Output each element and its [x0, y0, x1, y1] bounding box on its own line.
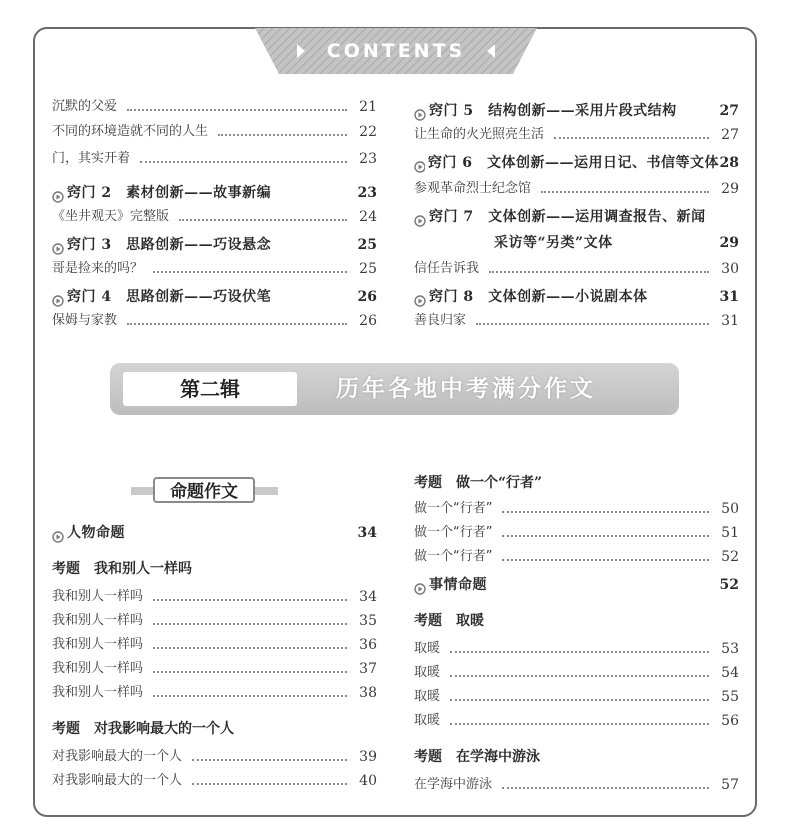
dot-leader [502, 511, 709, 513]
topic-heading: 考题 取暖 [414, 613, 484, 629]
toc-entry [414, 176, 739, 198]
page-number: 23 [357, 185, 377, 201]
dot-leader [192, 759, 347, 761]
topic-heading: 考题 我和别人一样吗 [52, 561, 192, 577]
entry-title: 窍门 5 结构创新——采用片段式结构 [429, 103, 677, 119]
entry-title: 让生命的火光照亮生活 [414, 127, 545, 142]
toc-heading [414, 150, 739, 172]
page-number: 36 [359, 637, 377, 653]
page-number: 37 [359, 661, 377, 677]
section-tab: 第二辑 [123, 372, 297, 406]
toc-heading [414, 572, 739, 594]
page-number: 57 [721, 777, 739, 793]
toc-entry [52, 768, 377, 790]
toc-entry [52, 94, 377, 116]
entry-title: 窍门 2 素材创新——故事新编 [67, 185, 272, 201]
entry-title: 在学海中游泳 [414, 777, 493, 792]
entry-title: 做一个“行者” [414, 525, 493, 540]
entry-title: 保姆与家教 [52, 313, 118, 328]
page-number: 30 [721, 261, 739, 277]
dot-leader [192, 783, 347, 785]
page-number: 27 [719, 103, 739, 119]
page-number: 52 [721, 549, 739, 565]
entry-title: 窍门 3 思路创新——巧设悬念 [67, 237, 272, 253]
page-number: 35 [359, 613, 377, 629]
page-number: 23 [359, 151, 377, 167]
contents-title: CONTENTS [326, 40, 466, 62]
toc-entry [52, 119, 377, 141]
entry-title: 我和别人一样吗 [52, 637, 144, 652]
dot-leader [153, 271, 347, 273]
page-number: 28 [719, 155, 739, 171]
toc-heading [52, 180, 377, 202]
entry-title: 信任告诉我 [414, 261, 480, 276]
dot-leader [450, 723, 709, 725]
topic-heading: 考题 对我影响最大的一个人 [52, 721, 234, 737]
dot-leader [502, 559, 709, 561]
toc-heading [52, 520, 377, 542]
dot-leader [179, 219, 347, 221]
dot-leader [541, 191, 709, 193]
toc-entry [414, 772, 739, 794]
page-number: 31 [719, 289, 739, 305]
toc2-column-left [52, 520, 377, 790]
toc-entry [52, 146, 377, 168]
entry-title: 沉默的父爱 [52, 99, 118, 114]
toc-entry [414, 256, 739, 278]
toc-entry [52, 680, 377, 702]
arrow-bullet-icon [414, 161, 425, 173]
page-number: 29 [719, 235, 739, 251]
arrow-bullet-icon [414, 583, 426, 595]
dot-leader [489, 271, 709, 273]
dot-leader [450, 675, 709, 677]
toc-entry [52, 308, 377, 330]
entry-title: 取暖 [414, 665, 441, 680]
entry-title: 取暖 [414, 713, 441, 728]
entry-title: 取暖 [414, 641, 441, 656]
page-number: 25 [359, 261, 377, 277]
category-label-text: 命题作文 [153, 477, 255, 503]
toc-entry [52, 584, 377, 606]
toc-entry [414, 122, 739, 144]
entry-title: 窍门 7 文体创新——运用调查报告、新闻 [429, 209, 706, 225]
dot-leader [218, 134, 347, 136]
dot-leader [127, 109, 347, 111]
entry-title: 我和别人一样吗 [52, 685, 144, 700]
page-number: 38 [359, 685, 377, 701]
entry-title: 窍门 6 文体创新——运用日记、书信等文体 [427, 155, 720, 171]
dot-leader [450, 699, 709, 701]
entry-title: 哥是捡来的吗？ [52, 261, 144, 276]
category-label [131, 477, 278, 503]
dot-leader [554, 137, 709, 139]
toc-entry [52, 632, 377, 654]
section-banner [110, 363, 679, 415]
toc-entry [414, 636, 739, 658]
entry-title: 做一个“行者” [414, 501, 493, 516]
entry-title: 我和别人一样吗 [52, 589, 144, 604]
dot-leader [502, 787, 709, 789]
dot-leader [476, 323, 709, 325]
dot-leader [502, 535, 709, 537]
page-number: 31 [721, 313, 739, 329]
section-title: 历年各地中考满分作文 [336, 375, 596, 402]
toc-heading [414, 204, 739, 226]
toc-entry [52, 204, 377, 226]
dot-leader [153, 647, 347, 649]
toc-heading [52, 284, 377, 306]
topic-heading: 考题 在学海中游泳 [414, 749, 540, 765]
toc-entry [52, 608, 377, 630]
entry-title: 善良归家 [414, 313, 467, 328]
entry-title: 《坐井观天》完整版 [52, 209, 170, 224]
toc-entry [52, 744, 377, 766]
dot-leader [127, 323, 347, 325]
toc-entry [414, 520, 739, 542]
entry-title: 不同的环境造就不同的人生 [52, 124, 209, 139]
toc2-column-right [414, 470, 739, 793]
dot-leader [153, 623, 347, 625]
arrow-bullet-icon [414, 109, 426, 121]
toc-entry [414, 708, 739, 730]
toc-entry [414, 496, 739, 518]
page-number: 26 [359, 313, 377, 329]
entry-title: 采访等“另类”文体 [494, 235, 613, 251]
page-number: 34 [357, 525, 377, 541]
entry-title: 事情命题 [429, 577, 487, 593]
page-number: 39 [359, 749, 377, 765]
topic-heading: 考题 做一个“行者” [414, 475, 543, 491]
toc-heading [414, 284, 739, 306]
page-number: 34 [359, 589, 377, 605]
toc-entry [414, 308, 739, 330]
toc-entry [414, 544, 739, 566]
page-number: 51 [721, 525, 739, 541]
page-number: 26 [357, 289, 377, 305]
dot-leader [153, 599, 347, 601]
arrow-bullet-icon [414, 295, 426, 307]
page-number: 29 [721, 181, 739, 197]
page-number: 54 [721, 665, 739, 681]
contents-banner [255, 28, 537, 74]
page-number: 52 [719, 577, 739, 593]
arrow-bullet-icon [52, 295, 64, 307]
entry-title: 窍门 8 文体创新——小说剧本体 [429, 289, 648, 305]
arrow-bullet-icon [52, 243, 64, 255]
entry-title: 门，其实开着 [52, 151, 131, 166]
page-number: 21 [359, 99, 377, 115]
entry-title: 窍门 4 思路创新——巧设伏笔 [67, 289, 272, 305]
entry-title: 参观革命烈士纪念馆 [414, 181, 532, 196]
page-number: 55 [721, 689, 739, 705]
entry-title: 我和别人一样吗 [52, 661, 144, 676]
entry-title: 人物命题 [67, 525, 125, 541]
page-number: 25 [357, 237, 377, 253]
toc-entry [414, 684, 739, 706]
page-number: 40 [359, 773, 377, 789]
entry-title: 对我影响最大的一个人 [52, 749, 183, 764]
toc-entry [52, 656, 377, 678]
page-number: 53 [721, 641, 739, 657]
toc-column-right [414, 94, 739, 334]
dot-leader [153, 695, 347, 697]
page-number: 24 [359, 209, 377, 225]
dot-leader [450, 651, 709, 653]
entry-title: 取暖 [414, 689, 441, 704]
arrow-bullet-icon [52, 531, 64, 543]
page-number: 22 [359, 124, 377, 140]
toc-heading [52, 232, 377, 254]
entry-title: 我和别人一样吗 [52, 613, 144, 628]
entry-title: 做一个“行者” [414, 549, 493, 564]
entry-title: 对我影响最大的一个人 [52, 773, 183, 788]
toc-heading [414, 230, 739, 252]
dot-leader [140, 161, 347, 163]
toc-column-left [52, 94, 377, 334]
page-number: 50 [721, 501, 739, 517]
toc-entry [414, 660, 739, 682]
page-number: 56 [721, 713, 739, 729]
arrow-bullet-icon [414, 215, 426, 227]
dot-leader [153, 671, 347, 673]
toc-entry [52, 256, 377, 278]
arrow-bullet-icon [52, 191, 64, 203]
page-number: 27 [721, 127, 739, 143]
toc-heading [414, 98, 739, 120]
